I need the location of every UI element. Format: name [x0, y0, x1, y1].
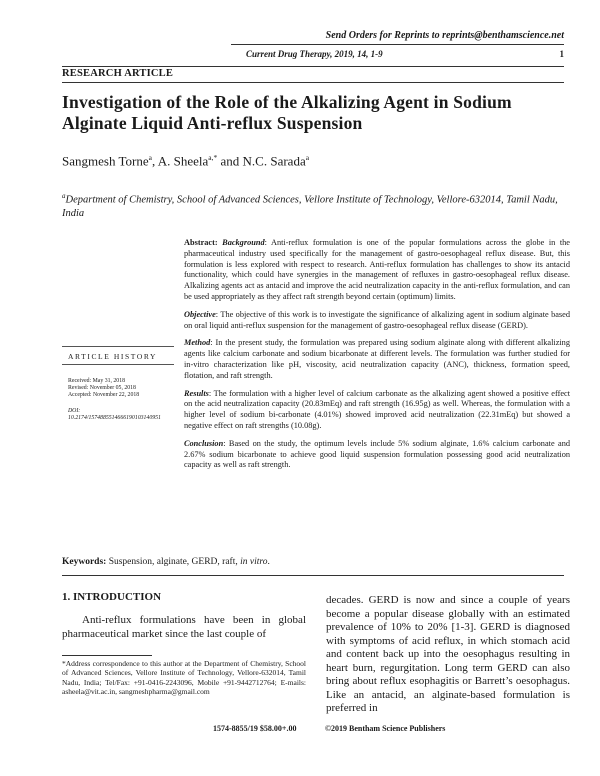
author-name: Sangmesh Torne [62, 153, 149, 169]
abstract-conclusion: Conclusion: Based on the study, the optimum levels include 5% sodium alginate, 1.6% calcium carbonate and 2.67% sodium bicarbonate to achieve good liquid suspension formulation possessing good acid neutralization capacity as well as raft strength. [184, 438, 570, 470]
footnote-rule [62, 655, 152, 656]
history-rule-top [62, 346, 174, 347]
keywords-text: Suspension, alginate, GERD, raft, [108, 557, 238, 567]
conclusion-text: Based on the study, the optimum levels include 5% sodium alginate, 1.6% calcium carbonate and 2.67% sodium bicarbonate to achieve good liquid suspension formulation possessing good acid neutralization capacity as well as raft strength. [184, 438, 570, 470]
objective-label: Objective [184, 309, 216, 319]
intro-heading: 1. INTRODUCTION [62, 591, 162, 603]
abstract-background: Abstract: Background: Anti-reflux formulation is one of the popular formulations across the globe in the pharmaceutical industry used specifically for the management of gastro-oesophageal reflux disease. But, this formulation is less explored with respect to research. Anti-reflux formulation has challenges to show its antacid functionality, which could have synergies in the management of refluxes in gastro-oesophageal reflux disease. Alkalizing agents act as antacid and improve the acid neutralization capacity in the anti-reflux formulation, and can be used appropriately as they affect raft strength beyond certain (optimum) limits. [184, 238, 570, 301]
author-mark: a,* [208, 153, 218, 162]
author-name: A. Sheela [157, 153, 209, 169]
affiliation-mark: a [62, 192, 66, 200]
article-history-heading: ARTICLE HISTORY [68, 352, 158, 361]
doi-label: DOI: [68, 407, 81, 414]
issn-price: 1574-8855/19 $58.00+.00 [213, 724, 297, 733]
section-rule-bottom [62, 82, 564, 83]
keywords-label: Keywords: [62, 557, 107, 567]
abstract-label: Abstract: [184, 238, 218, 247]
keywords-italic-term: in vitro [240, 557, 268, 567]
paper-title: Investigation of the Role of the Alkalizing Agent in Sodium Alginate Liquid Anti-reflux Suspension [62, 92, 512, 133]
received-date: Received: May 31, 2018 [68, 378, 125, 384]
background-label: Background [222, 238, 265, 247]
abstract-objective: Objective: The objective of this work is to investigate the significance of alkalizing agent in sodium alginate based on oral liquid anti-reflux suspension for the management of gastro-oesophageal reflux disease (GERD). [184, 309, 570, 330]
keywords [62, 557, 270, 567]
section-label: RESEARCH ARTICLE [62, 68, 174, 79]
affiliation [62, 190, 570, 220]
author-mark: a [305, 153, 310, 162]
revised-date: Revised: November 05, 2018 [68, 385, 136, 392]
accepted-date: Accepted: November 22, 2018 [68, 392, 140, 399]
section-rule-top [62, 66, 564, 67]
author-name: N.C. Sarada [242, 153, 306, 169]
article-history [68, 378, 176, 422]
abstract-method: Method: In the present study, the formulation was prepared using sodium alginate along with different alkalizing agents like calcium carbonate and sodium bicarbonate at different levels. The formulation was further studied for in-vitro characterization like pH, viscosity, acid neutralization capacity (ANC), thickness, formation speed, flotation, and raft strength. [184, 338, 570, 380]
journal-citation: Current Drug Therapy, 2019, 14, 1-9 [246, 49, 383, 59]
doi-value: 10.2174/1574885514666190103140951 [68, 414, 161, 421]
right-column [326, 594, 570, 716]
author-mark: a [148, 153, 152, 162]
method-label: Method [184, 338, 211, 348]
intro-paragraph-right: decades. GERD is now and since a couple of years become a popular disease globally with an estimated prevalence of 10% to 20% [1-3]. GERD is diagnosed with symptoms of acid reflux, in which stomach acid and content back up into the oesophagus resulting in heart burn, regurgitation. Long term GERD can also bring about reflux esophagitis or Barrett’s oesophagus. Like an antacid, an alginate-based formulation is preferred in [326, 594, 570, 714]
reprints-banner: Send Orders for Reprints to reprints@benthamscience.net [325, 30, 564, 41]
abstract [184, 238, 570, 478]
keywords-rule [62, 575, 564, 576]
correspondence-footnote: *Address correspondence to this author at the Department of Chemistry, School of Advanced Sciences, Vellore Institute of Technology, Vellore-632014, Tamil Nadu, India; Tel/Fax: +91-0416-2243096, Mobile +91-9442712764; E-mails: asheela@vit.ac.in, sangmeshpharma@gmail.com [62, 659, 306, 696]
background-text: Anti-reflux formulation is one of the popular formulations across the globe in the pharmaceutical industry used specifically for the management of gastro-oesophageal reflux disease. But, this formulation is less explored with respect to research. Anti-reflux formulation has challenges to show its antacid functionality, which could have synergies in the management of refluxes in gastro-oesophageal reflux disease. Alkalizing agents act as antacid and improve the acid neutralization capacity in the anti-reflux formulation, and can be used appropriately as they affect raft strength beyond certain (optimum) limits. [184, 238, 570, 301]
left-column [62, 591, 306, 641]
history-rule-bottom [62, 364, 174, 365]
objective-text: The objective of this work is to investigate the significance of alkalizing agent in sodium alginate based on oral liquid anti-reflux suspension for the management of gastro-oesophageal reflux disease (GERD). [184, 309, 570, 330]
abstract-results: Results: The formulation with a higher level of calcium carbonate as the alkalizing agent showed a positive effect on the acid neutralization capacity (20.83mEq) and raft strength (16.95g) as well. Whereas, the formulation with a higher level of sodium bi-carbonate (4.01%) showed improved acid neutralization (22.31mEq) but showed a negative effect on raft strengths (10.08g). [184, 388, 571, 430]
affiliation-text: Department of Chemistry, School of Advanced Sciences, Vellore Institute of Technology, Vellore-632014, Tamil Nadu, India [62, 194, 558, 219]
method-text: In the present study, the formulation was prepared using sodium alginate along with different alkalizing agents like calcium carbonate and sodium bicarbonate at different levels. The formulation was further studied for in-vitro characterization like pH, viscosity, acid neutralization capacity (ANC), thickness, formation speed, flotation, and raft strength. [184, 338, 570, 380]
results-text: The formulation with a higher level of calcium carbonate as the alkalizing agent showed a positive effect on the acid neutralization capacity (20.83mEq) and raft strength (16.95g) as well. Whereas, the formulation with a higher level of sodium bi-carbonate (4.01%) showed improved acid neutralization (22.31mEq) but showed a negative effect on raft strengths (10.08g). [184, 388, 571, 430]
page-number: 1 [559, 49, 564, 59]
conclusion-label: Conclusion [184, 438, 224, 448]
keywords-end: . [267, 557, 270, 567]
copyright: ©2019 Bentham Science Publishers [325, 724, 446, 733]
intro-paragraph-left: Anti-reflux formulations have been in global pharmaceutical market since the last couple of [62, 614, 306, 640]
banner-rule [231, 44, 564, 45]
author-list: Sangmesh Torne$^a$, A. Sheela$^{a,*}$ and N.C. Sarada$^a$ [62, 153, 310, 169]
results-label: Results [184, 388, 209, 398]
